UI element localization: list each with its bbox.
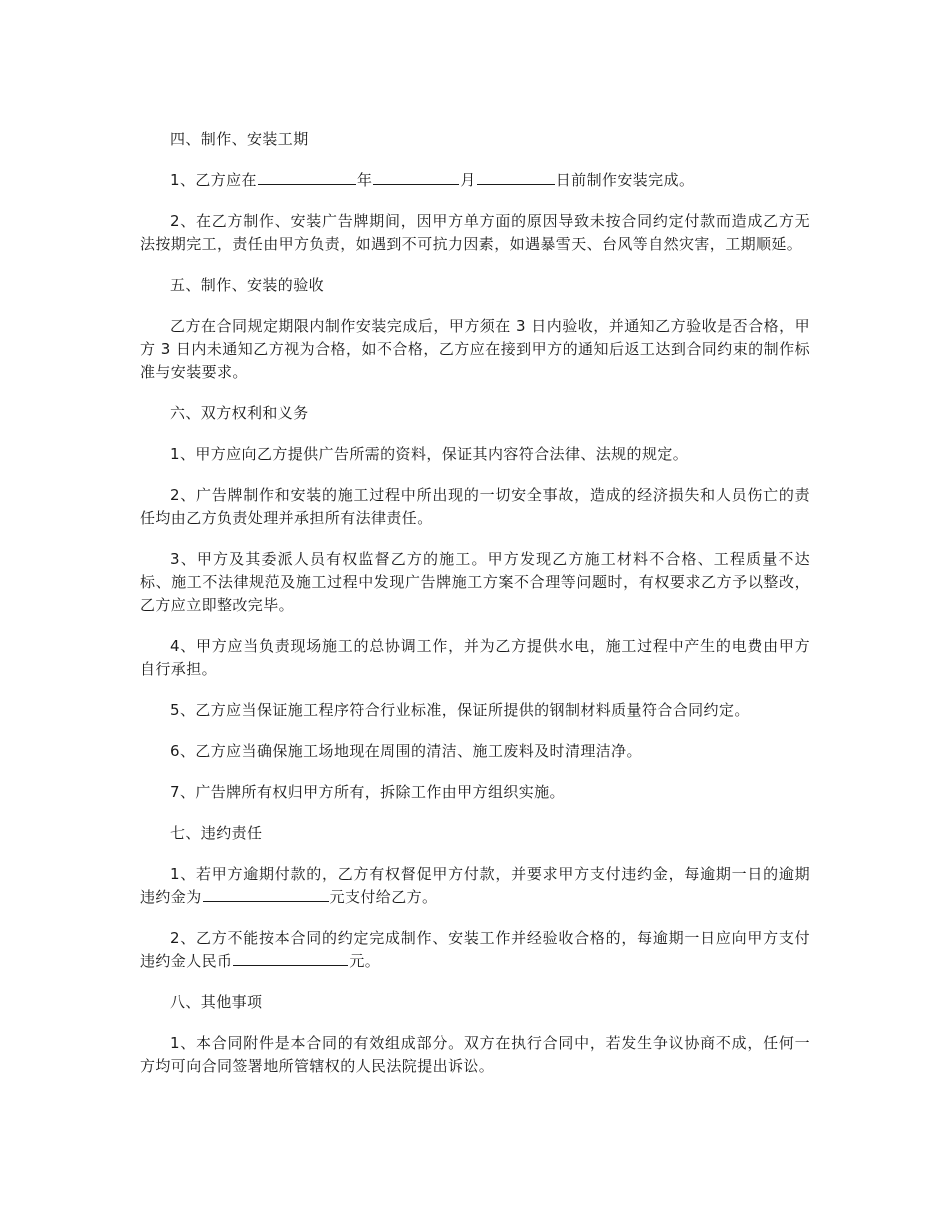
section-6-item-6: 6、乙方应当确保施工场地现在周围的清洁、施工废料及时清理洁净。	[170, 742, 642, 760]
section-6-item-5: 5、乙方应当保证施工程序符合行业标准，保证所提供的钢制材料质量符合合同约定。	[170, 701, 750, 719]
year-blank	[258, 169, 356, 185]
section-4-item-1-text-c: 月	[460, 171, 476, 189]
section-4-item-1-text-a: 1、乙方应在	[170, 171, 257, 189]
section-7-item-1-text-b: 元支付给乙方。	[329, 888, 438, 906]
document-page	[140, 128, 810, 1096]
section-7-item-2-text-b: 元。	[349, 952, 381, 970]
section-4-item-1-text-d: 日前制作安装完成。	[555, 171, 695, 189]
section-6-item-1: 1、甲方应向乙方提供广告所需的资料，保证其内容符合法律、法规的规定。	[170, 445, 689, 463]
section-7-item-2	[140, 927, 810, 973]
section-8-item-1: 1、本合同附件是本合同的有效组成部分。双方在执行合同中，若发生争议协商不成，任何一方均可向合同签署地所管辖权的人民法院提出诉讼。	[140, 1034, 810, 1075]
section-7-heading: 七、违约责任	[170, 824, 263, 842]
section-5-heading: 五、制作、安装的验收	[170, 276, 325, 294]
section-5-body: 乙方在合同规定期限内制作安装完成后，甲方须在 3 日内验收，并通知乙方验收是否合格，甲方 3 日内未通知乙方视为合格，如不合格，乙方应在接到甲方的通知后返工达到合同约束的制作标准与安装要求。	[140, 317, 810, 381]
section-8-heading: 八、其他事项	[170, 993, 263, 1011]
section-6-item-3: 3、甲方及其委派人员有权监督乙方的施工。甲方发现乙方施工材料不合格、工程质量不达标、施工不法律规范及施工过程中发现广告牌施工方案不合理等问题时，有权要求乙方予以整改，乙方应立即整改完毕。	[140, 550, 810, 614]
section-6-item-4: 4、甲方应当负责现场施工的总协调工作，并为乙方提供水电，施工过程中产生的电费由甲方自行承担。	[140, 637, 810, 678]
section-7-item-2-text-a: 2、乙方不能按本合同的约定完成制作、安装工作并经验收合格的，每逾期一日应向甲方支付违约金人民币	[140, 929, 810, 970]
section-7-item-1	[140, 863, 810, 909]
section-4-item-1	[140, 169, 810, 192]
section-4-item-2: 2、在乙方制作、安装广告牌期间，因甲方单方面的原因导致未按合同约定付款而造成乙方无法按期完工，责任由甲方负责，如遇到不可抗力因素，如遇暴雪天、台风等自然灾害，工期顺延。	[140, 212, 810, 253]
section-6-item-7: 7、广告牌所有权归甲方所有，拆除工作由甲方组织实施。	[170, 783, 565, 801]
section-6-heading: 六、双方权利和义务	[170, 404, 309, 422]
section-6-item-2: 2、广告牌制作和安装的施工过程中所出现的一切安全事故，造成的经济损失和人员伤亡的责任均由乙方负责处理并承担所有法律责任。	[140, 486, 810, 527]
month-blank	[373, 169, 459, 185]
penalty-amount-blank	[233, 950, 348, 966]
section-4-heading: 四、制作、安装工期	[170, 130, 309, 148]
day-blank	[477, 169, 555, 185]
penalty-rate-blank	[203, 886, 329, 902]
section-4-item-1-text-b: 年	[356, 171, 373, 189]
section-7-item-1-text-a: 1、若甲方逾期付款的，乙方有权督促甲方付款，并要求甲方支付违约金，每逾期一日的逾期违约金为	[140, 865, 810, 906]
